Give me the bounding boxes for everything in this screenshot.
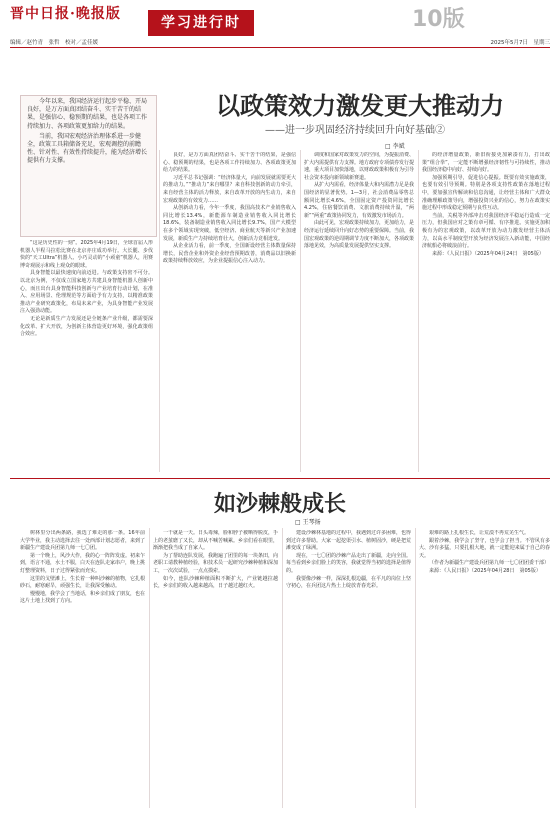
article-separator xyxy=(10,478,550,479)
article1-byline: □ 李斌 xyxy=(385,143,405,150)
article1-column-2 xyxy=(163,152,296,474)
article1-title: 以政策效力激发更大推动力 xyxy=(216,91,504,120)
paragraph: 树林里分出两条路，我选了难走的那一条。16年前大学毕业，我主动选择去往一处西部计划志愿者，来到了新疆生产建设兵团第九师一七〇团。 xyxy=(20,530,145,552)
paragraph: 这里的戈壁滩上，生长着一种叫沙棘的植物，它扎根砂石，耐寒耐旱，顽强生长，让我深受触动。 xyxy=(20,575,145,590)
article2-column-1 xyxy=(20,530,145,808)
paragraph: 当前，关税等外部冲击对我国经济平稳运行造成一定压力，但我国应对之策有章可循、有序推进。实施更加积极有为的宏观政策，以改革开放为动力激发经营主体活力，以高水平制度型开放为经济发展注入新动能，中国经济航船必将破浪前行。 xyxy=(422,212,550,250)
author-note: （作者为新疆生产建设兵团第九师一七〇团团委干部） xyxy=(429,560,550,567)
paragraph: 加强预期引导，促进信心提振。既要有效实施政策，也要有效引导预期。特别是各项支持性政策在落地过程中，要加强宣传解读和信息沟通，让经营主体和广大群众准确理解政策导向，增强投资兴业的信心，努力在政策实施过程中形成稳定预期与良性互动。 xyxy=(422,174,550,212)
page-version: 10版 xyxy=(412,7,465,32)
paragraph: 无论是新质生产力发展还是全链条产业升级，都需要深化改革、扩大开放，为创新主体营造更好环境，强化政策组合效应。 xyxy=(20,315,153,338)
article1-subtitle: ——进一步巩固经济持续回升向好基础② xyxy=(265,125,445,136)
column-divider xyxy=(282,528,283,808)
paragraph: 跟着沙棘，我学会了坚守，也学会了担当。不管风有多大、沙有多猛，只要扎根大地，就一定能迎来属于自己的春天。 xyxy=(419,537,550,559)
column-divider xyxy=(418,150,419,472)
column-banner: 学习进行时 xyxy=(148,10,254,36)
paragraph: 艰难的路上扎根生长，让荒漠不再荒芜生气。 xyxy=(429,530,530,536)
paragraph: 第一个晚上，风沙大作，我的心一阵阵发虚。初来乍到，语言不通，水土不服，白天在连队走家串户，晚上挑灯整理资料，日子过得紧张而充实。 xyxy=(20,552,145,574)
intro-paragraph: 今年以来，我国经济运行起步平稳、开局良好，是万方面真团结奋斗、实干苦干的结果，是强信心、稳预期的结果，也是各项工作持续加力、各项政策更加给力的结果。 xyxy=(27,98,148,130)
article2-column-4 xyxy=(419,530,550,808)
article1-column-3 xyxy=(304,152,414,474)
paragraph: 从企业活力看，前一季度，全国新设经营主体数量保持增长，民营企业和外资企业经营预期改善，消费品以旧换新政策持续释放效应，为企业提振信心注入动力。 xyxy=(163,243,296,265)
paragraph: 建设沙棘林基地的过程中，我遇到过许多困难，也得到过许多帮助。大家一起挖渠引水、植树固沙，硬是把荒滩变成了绿洲。 xyxy=(286,530,411,552)
paragraph: 调度和国家对政策发力的空间，为提振消费、扩大内需提供有力支撑。地方政府专项债券发行提速，重大项目加快落地，以财政政策积极有为引导社会资本投向新领域新赛道。 xyxy=(304,152,414,181)
column-divider xyxy=(149,528,150,808)
paragraph: 从扩大内需看，经济体量大和内需潜力足是我国经济的显著优势。1—3月，社会消费品零售总额同比增长4.6%，全国固定资产投资同比增长4.2%，住宿餐饮消费、文旅消费持续升温，“两新”“两重”政策协同发力，有效激发市场活力。 xyxy=(304,182,414,219)
paragraph: “这是历史性的一刻”。2025年4月19日，全球首届人形机器人半程马拉松比赛在北京亦庄成功举行。大长腿、步伐快的“天工Ultra”机器人、小巧灵动的“小顽童”机器人，用赛博奇观展示和线上观众的眼球。 xyxy=(20,240,153,269)
paragraph: 一干就是一天。日头毒辣，脸和脖子被晒得脱皮，手上的老茧磨了又长，却从不喊苦喊累。乡亲们看在眼里，渐渐把我当成了自家人。 xyxy=(153,530,278,552)
paragraph: 从创新动力看，今年一季度，我国高技术产业销售收入同比增长13.4%，新能源车制造业销售收入同比增长18.6%，装备制造业销售收入同比增长9.7%，国产大模型在多个领域实现突破，低空经济、商业航天等新兴产业加速发展，新质生产力持续培育壮大，创新活力竞相迸发。 xyxy=(163,205,296,242)
paragraph: 慢慢地，我学会了当地话，和乡亲们成了朋友，也在这片土地上找到了方向。 xyxy=(20,590,145,605)
paragraph: 如今，连队沙棘种植面积不断扩大，产业链越拉越长，乡亲们的收入越来越高，日子越过越红火。 xyxy=(153,575,278,590)
article2-column-2 xyxy=(153,530,278,808)
article2-title: 如沙棘般成长 xyxy=(213,491,346,517)
paragraph: 现在，一七〇团的沙棘产品走出了新疆，走向全国。每当看到乡亲们脸上的笑容，我就觉得当初的选择是值得的。 xyxy=(286,552,411,574)
issue-date: 2025年5月7日 星期三 xyxy=(490,40,550,46)
newspaper-logo: 晋中日报·晚报版 xyxy=(10,6,121,22)
paragraph: 具身智能以最快速度向前迈进。与政策支持密不可分。以北京为例，不仅成立国家地方共建具身智能机器人创新中心，而且出台具身智能科技创新与产业培育行动计划，在准入、应用场景、伦理规范等方面给予有力支持，以精准政策推动产业研究政策化，布局未来产业，为具身智能产业发展注入强劲动能。 xyxy=(20,270,153,315)
column-divider xyxy=(300,150,301,472)
paragraph: 习近平总书记强调：“经济体量大，向前发展就需要更大的推动力。”“推动力”来自哪里？来自科技创新的动力牵引，来自经营主体的活力释放，来自改革开放的内生动力，来自宏观政策的有效发力…… xyxy=(163,174,296,204)
editor-credits: 编辑／赵竹青 张哲 校对／孟佳媛 xyxy=(10,40,99,46)
intro-paragraph: 当前，我国宏观经济治理体系进一步健全，政策工具箱储备充足，宏观调控的前瞻性、针对性、有效性持续提升，能为经济增长提供有力支撑。 xyxy=(27,132,148,165)
article1-source: 来源：《人民日报》（2025年04月24日 第05版） xyxy=(432,250,544,257)
article2-column-3 xyxy=(286,530,411,808)
article1-column-1 xyxy=(20,240,153,474)
paragraph: 良好，是万方面真团结奋斗、实干苦干的结果，是强信心、稳预期的结果，也是各项工作持续加力、各项政策更加给力的结果。 xyxy=(163,152,296,174)
article1-intro-box xyxy=(20,95,157,237)
paragraph: 由此可见，宏观政策持续加力，更加给力，是经济运行延续回升向好态势的重要保障。当前，我国宏观政策的逆周期调节力度不断加大，各项政策落地见效，为高质量发展提供坚实支撑。 xyxy=(304,220,414,250)
paragraph: 为了帮助连队发展，我跑遍了团里的每一块条田，向老职工请教种植经验，和技术员一起研究沙棘种植和深加工，一次次试验，一点点摸索。 xyxy=(153,552,278,574)
paragraph: 的经济增量政策，新旧衔接更加紧凑有力，打出政策“组合拳”，一定能不断增强经济韧性与可持续性，推动我国经济稳中向好、持续向好。 xyxy=(422,152,550,174)
masthead xyxy=(0,0,560,48)
column-divider xyxy=(159,150,160,472)
masthead-rule xyxy=(10,47,550,48)
article1-column-4 xyxy=(422,152,550,474)
article2-source: 来源：《人民日报》（2025年04月28日 第05版） xyxy=(429,567,541,574)
article2-byline: □ 王琴扬 xyxy=(295,519,321,526)
paragraph: 我要像沙棘一样，深深扎根边疆，在平凡的岗位上坚守初心，在兵团这片热土上绽放青春光彩。 xyxy=(286,575,411,590)
column-divider xyxy=(415,528,416,808)
